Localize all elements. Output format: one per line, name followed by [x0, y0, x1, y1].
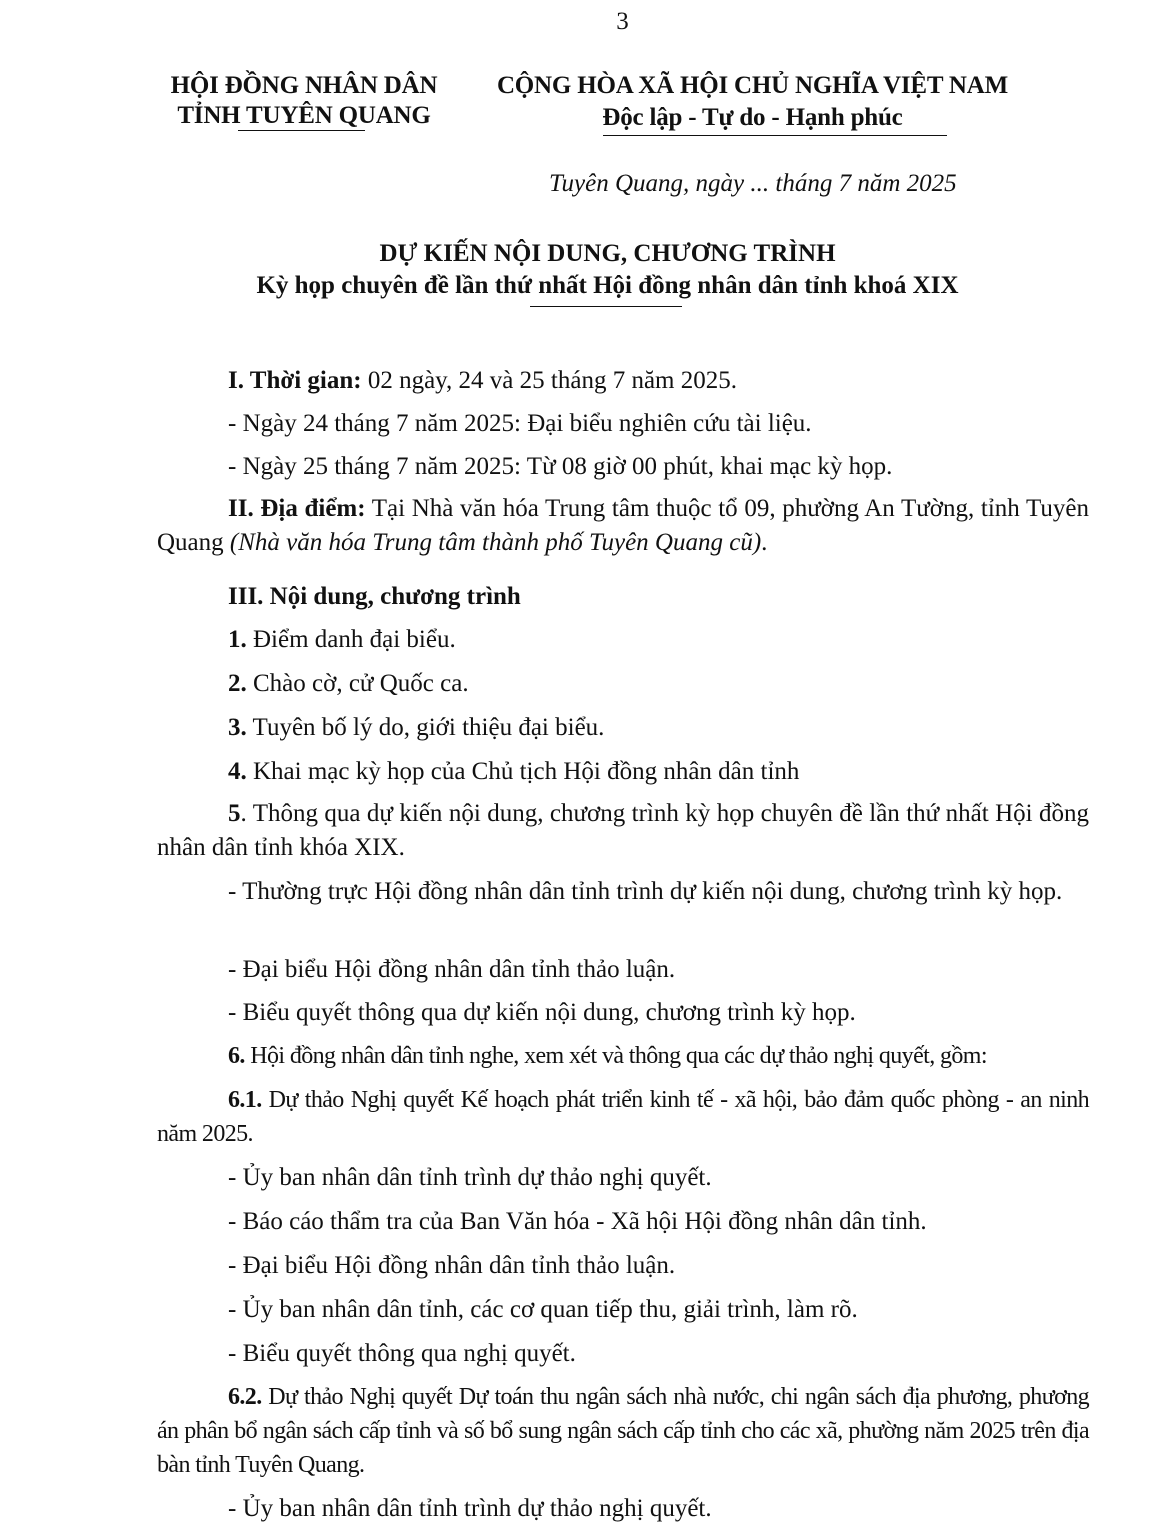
program-item-number: 4. [228, 758, 247, 785]
sub1-step: - Ủy ban nhân dân tỉnh, các cơ quan tiếp thu, giải trình, làm rõ. [228, 1296, 858, 1323]
item5-step: - Biểu quyết thông qua dự kiến nội dung, chương trình kỳ họp. [228, 999, 856, 1026]
sub-item-text: Dự thảo Nghị quyết Kế hoạch phát triển kinh tế - xã hội, bảo đảm quốc phòng - an ninh năm 2025. [157, 1087, 1089, 1147]
sub1-step: - Ủy ban nhân dân tỉnh trình dự thảo nghị quyết. [228, 1164, 712, 1191]
section-place-note: (Nhà văn hóa Trung tâm thành phố Tuyên Quang cũ) [229, 529, 762, 556]
date-line: Tuyên Quang, ngày ... tháng 7 năm 2025 [549, 170, 957, 197]
time-item: - Ngày 25 tháng 7 năm 2025: Từ 08 giờ 00 phút, khai mạc kỳ họp. [228, 453, 893, 480]
program-item [228, 625, 456, 655]
issuer-underline [238, 130, 365, 131]
item5-step: - Thường trực Hội đồng nhân dân tỉnh trình dự kiến nội dung, chương trình kỳ họp. [228, 878, 1063, 905]
section-time-text: 02 ngày, 24 và 25 tháng 7 năm 2025. [361, 367, 737, 394]
national-title: CỘNG HÒA XÃ HỘI CHỦ NGHĨA VIỆT NAM [496, 72, 1009, 99]
program-item-number: 5 [228, 800, 241, 827]
program-item-text: Điểm danh đại biểu. [246, 626, 456, 653]
sub1-step: - Báo cáo thẩm tra của Ban Văn hóa - Xã hội Hội đồng nhân dân tỉnh. [228, 1208, 927, 1235]
item6-sub2 [157, 1380, 1089, 1482]
sub1-step: - Đại biểu Hội đồng nhân dân tỉnh thảo luận. [228, 1252, 676, 1279]
section-place-label: II. Địa điểm: [228, 495, 366, 522]
section-time [228, 366, 737, 396]
program-item [228, 713, 604, 743]
program-item-text: Tuyên bố lý do, giới thiệu đại biểu. [246, 714, 605, 741]
program-item-number: 1. [228, 626, 247, 653]
page-number: 3 [616, 8, 629, 35]
document-title: DỰ KIẾN NỘI DUNG, CHƯƠNG TRÌNH [379, 240, 836, 267]
title-underline [530, 306, 682, 307]
program-item-text: Hội đồng nhân dân tỉnh nghe, xem xét và thông qua các dự thảo nghị quyết, gồm: [244, 1043, 987, 1069]
section-program-heading: III. Nội dung, chương trình [228, 583, 521, 610]
program-item-5 [157, 797, 1089, 865]
program-item-number: 2. [228, 670, 247, 697]
program-item-number: 6. [228, 1043, 245, 1069]
program-item [228, 757, 799, 787]
program-item-number: 3. [228, 714, 247, 741]
issuer-province: TỈNH TUYÊN QUANG [177, 102, 431, 129]
sub-item-text: Dự thảo Nghị quyết Dự toán thu ngân sách nhà nước, chi ngân sách địa phương, phương án phân bổ ngân sách cấp tỉnh và số bổ sung ngân sách cấp tỉnh cho các xã, phường năm 2025 trên địa bàn tỉnh Tuyên Quang. [157, 1384, 1089, 1478]
issuer-name: HỘI ĐỒNG NHÂN DÂN [170, 72, 438, 99]
sub2-step: - Ủy ban nhân dân tỉnh trình dự thảo nghị quyết. [228, 1495, 712, 1522]
program-item-6 [228, 1041, 987, 1071]
program-item-text: Khai mạc kỳ họp của Chủ tịch Hội đồng nhân dân tỉnh [246, 758, 800, 785]
section-place [157, 492, 1089, 560]
program-item [228, 669, 469, 699]
program-item-text: Chào cờ, cử Quốc ca. [246, 670, 469, 697]
national-motto: Độc lập - Tự do - Hạnh phúc [602, 104, 903, 131]
time-item: - Ngày 24 tháng 7 năm 2025: Đại biểu nghiên cứu tài liệu. [228, 410, 812, 437]
sub-item-number: 6.2. [228, 1384, 262, 1410]
item5-step: - Đại biểu Hội đồng nhân dân tỉnh thảo luận. [228, 956, 676, 983]
section-time-label: I. Thời gian: [228, 367, 362, 394]
motto-underline [603, 135, 947, 136]
item6-sub1 [157, 1083, 1089, 1151]
section-place-text: Tại Nhà văn hóa Trung tâm thuộc tổ 09, phường An Tường, tỉnh Tuyên Quang [157, 495, 1089, 556]
sub1-step: - Biểu quyết thông qua nghị quyết. [228, 1340, 576, 1367]
sub-item-number: 6.1. [228, 1087, 262, 1113]
section-place-end: . [761, 529, 768, 556]
document-subtitle: Kỳ họp chuyên đề lần thứ nhất Hội đồng nhân dân tỉnh khoá XIX [256, 272, 959, 299]
program-item-text: . Thông qua dự kiến nội dung, chương trình kỳ họp chuyên đề lần thứ nhất Hội đồng nhân dân tỉnh khóa XIX. [157, 800, 1089, 861]
